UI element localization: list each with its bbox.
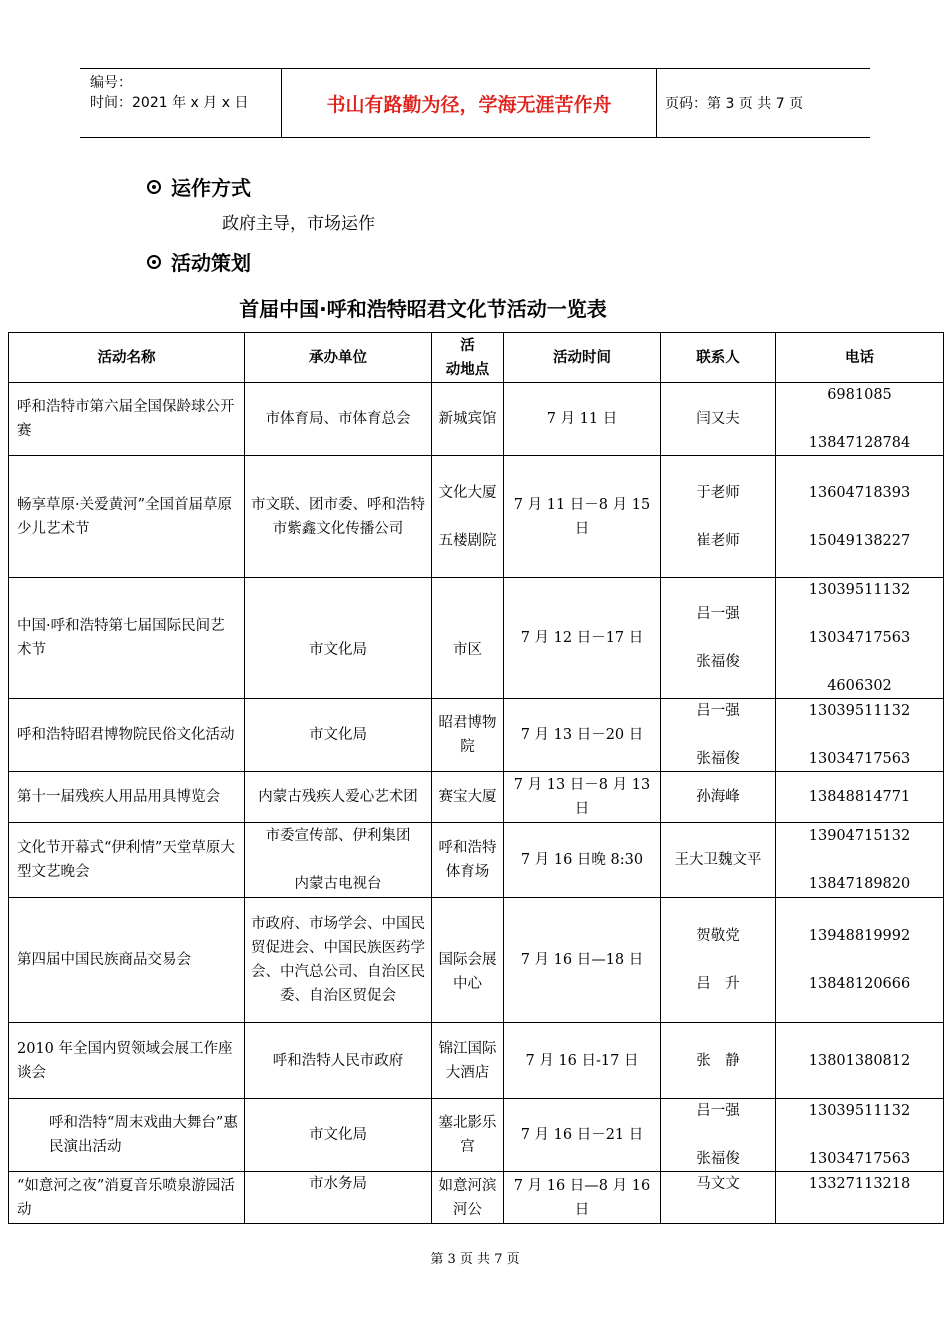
cell-contact <box>661 578 776 699</box>
organizer-line: 内蒙古电视台 <box>294 876 382 892</box>
cell-name: 中国·呼和浩特第七届国际民间艺术节 <box>9 578 245 699</box>
col-header-phone: 电话 <box>776 333 944 383</box>
cell-contact: 王大卫魏文平 <box>661 823 776 898</box>
contact-line: 崔老师 <box>696 532 740 549</box>
section-operation-title: 运作方式 <box>171 176 251 200</box>
cell-name: “如意河之夜”消夏音乐喷泉游园活动 <box>9 1172 245 1224</box>
table-row <box>9 456 944 578</box>
cell-organizer: 市文化局 <box>245 699 432 772</box>
venue-line: 文化大厦 <box>438 484 497 501</box>
cell-name: 呼和浩特市第六届全国保龄球公开赛 <box>9 383 245 456</box>
contact-line: 张福俊 <box>696 654 740 670</box>
col-header-venue-line2: 动地点 <box>445 361 490 378</box>
cell-organizer: 呼和浩特人民市政府 <box>245 1023 432 1099</box>
organizer-line: 市文化局 <box>309 642 367 658</box>
contact-line: 吕一强 <box>696 703 740 719</box>
cell-organizer: 市文化局 <box>245 1099 432 1172</box>
organizer-line: 市委宣传部、伊利集团 <box>265 828 411 844</box>
cell-contact <box>661 1099 776 1172</box>
cell-contact: 张 静 <box>661 1023 776 1099</box>
cell-venue: 如意河滨河公 <box>432 1172 504 1224</box>
cell-organizer: 市水务局 <box>245 1172 432 1224</box>
cell-phone <box>776 383 944 456</box>
cell-contact: 马文文 <box>661 1172 776 1224</box>
cell-time: 7 月 16 日-17 日 <box>504 1023 661 1099</box>
phone-line: 15049138227 <box>808 532 911 549</box>
cell-organizer: 市文联、团市委、呼和浩特市紫鑫文化传播公司 <box>245 456 432 578</box>
table-row <box>9 898 944 1023</box>
cell-name: 第十一届残疾人用品用具博览会 <box>9 772 245 823</box>
cell-contact <box>661 898 776 1023</box>
phone-line: 13039511132 <box>808 703 911 719</box>
contact-line: 张福俊 <box>696 1151 740 1167</box>
cell-name: 第四届中国民族商品交易会 <box>9 898 245 1023</box>
table-row <box>9 772 944 823</box>
cell-name: 文化节开幕式“伊利情”天堂草原大型文艺晚会 <box>9 823 245 898</box>
cell-time: 7 月 16 日—18 日 <box>504 898 661 1023</box>
col-header-organizer: 承办单位 <box>245 333 432 383</box>
cell-venue: 锦江国际大酒店 <box>432 1023 504 1099</box>
operation-text: 政府主导，市场运作 <box>222 214 375 234</box>
cell-contact <box>661 699 776 772</box>
table-row <box>9 1099 944 1172</box>
col-header-name: 活动名称 <box>9 333 245 383</box>
table-row <box>9 1023 944 1099</box>
phone-line: 4606302 <box>827 678 892 694</box>
header-page-info: 页码：第 3 页 共 7 页 <box>665 96 804 112</box>
table-row <box>9 699 944 772</box>
phone-line: 13847189820 <box>808 876 911 892</box>
table-header-row <box>9 333 944 383</box>
cell-time: 7 月 11 日－8 月 15 日 <box>504 456 661 578</box>
date-label: 时间：2021 年 x 月 x 日 <box>90 95 249 111</box>
phone-line: 13034717563 <box>808 751 911 767</box>
phone-line: 13847128784 <box>808 435 911 451</box>
footer-page-number: 第 3 页 共 7 页 <box>430 1252 520 1267</box>
section-planning-title: 活动策划 <box>171 251 251 275</box>
cell-organizer: 市体育局、市体育总会 <box>245 383 432 456</box>
contact-line: 吕一强 <box>696 1103 740 1119</box>
activity-table <box>8 332 944 1224</box>
venue-line: 五楼剧院 <box>438 532 497 549</box>
cell-venue: 赛宝大厦 <box>432 772 504 823</box>
contact-line: 于老师 <box>696 484 740 501</box>
phone-line: 13039511132 <box>808 1103 911 1119</box>
bullet-icon <box>147 255 161 269</box>
phone-line: 13948819992 <box>808 928 911 944</box>
cell-phone <box>776 456 944 578</box>
table-row <box>9 1172 944 1224</box>
venue-line: 国际会展中心 <box>438 952 497 992</box>
contact-line: 吕一强 <box>696 606 740 622</box>
cell-phone <box>776 898 944 1023</box>
header-motto: 书山有路勤为径，学海无涯苦作舟 <box>281 69 657 137</box>
phone-line: 13604718393 <box>808 484 911 501</box>
phone-line: 13039511132 <box>808 582 911 598</box>
cell-phone <box>776 578 944 699</box>
bullet-icon <box>147 180 161 194</box>
phone-line: 13034717563 <box>808 630 911 646</box>
page-header <box>80 68 870 138</box>
page-footer <box>0 1248 950 1267</box>
cell-venue <box>432 456 504 578</box>
cell-phone <box>776 823 944 898</box>
cell-time: 7 月 16 日—8 月 16 日 <box>504 1172 661 1224</box>
cell-organizer: 内蒙古残疾人爱心艺术团 <box>245 772 432 823</box>
phone-line: 13848120666 <box>808 976 911 992</box>
cell-organizer: 市政府、市场学会、中国民贸促进会、中国民族医药学会、中汽总公司、自治区民委、自治区贸促会 <box>245 898 432 1023</box>
cell-venue: 塞北影乐宫 <box>432 1099 504 1172</box>
cell-time: 7 月 12 日－17 日 <box>504 578 661 699</box>
cell-name: 畅享草原·关爱黄河”全国首届草原少儿艺术节 <box>9 456 245 578</box>
cell-phone <box>776 1099 944 1172</box>
table-title-text: 首届中国·呼和浩特昭君文化节活动一览表 <box>239 297 607 321</box>
table-row <box>9 823 944 898</box>
table-row <box>9 383 944 456</box>
table-title <box>0 293 950 322</box>
cell-time: 7 月 13 日－20 日 <box>504 699 661 772</box>
cell-organizer <box>245 823 432 898</box>
contact-line: 吕 升 <box>696 976 740 992</box>
cell-venue: 新城宾馆 <box>432 383 504 456</box>
cell-venue: 呼和浩特体育场 <box>432 823 504 898</box>
contact-line: 张福俊 <box>696 751 740 767</box>
col-header-contact: 联系人 <box>661 333 776 383</box>
contact-line: 贺敬党 <box>696 928 740 944</box>
cell-contact: 孙海峰 <box>661 772 776 823</box>
cell-phone <box>776 699 944 772</box>
cell-time: 7 月 11 日 <box>504 383 661 456</box>
col-header-venue-line1: 活 <box>460 337 475 354</box>
cell-name: 呼和浩特“周末戏曲大舞台”惠民演出活动 <box>9 1099 245 1172</box>
phone-line: 13034717563 <box>808 1151 911 1167</box>
cell-contact <box>661 456 776 578</box>
cell-name: 呼和浩特昭君博物院民俗文化活动 <box>9 699 245 772</box>
serial-label: 编号： <box>90 75 132 91</box>
section-operation-heading <box>147 172 251 201</box>
col-header-venue <box>432 333 504 383</box>
cell-time: 7 月 13 日－8 月 13 日 <box>504 772 661 823</box>
cell-phone: 13801380812 <box>776 1023 944 1099</box>
cell-name: 2010 年全国内贸领域会展工作座谈会 <box>9 1023 245 1099</box>
cell-venue <box>432 898 504 1023</box>
table-row <box>9 578 944 699</box>
header-meta <box>90 73 280 113</box>
venue-line: 市区 <box>453 642 482 658</box>
cell-venue <box>432 578 504 699</box>
cell-phone: 13327113218 <box>776 1172 944 1224</box>
cell-time: 7 月 16 日晚 8:30 <box>504 823 661 898</box>
cell-contact: 闫又夫 <box>661 383 776 456</box>
col-header-time: 活动时间 <box>504 333 661 383</box>
cell-organizer <box>245 578 432 699</box>
section-planning-heading <box>147 247 251 276</box>
cell-venue: 昭君博物院 <box>432 699 504 772</box>
cell-phone: 13848814771 <box>776 772 944 823</box>
phone-line: 13904715132 <box>808 828 911 844</box>
phone-line: 6981085 <box>827 387 892 403</box>
cell-time: 7 月 16 日－21 日 <box>504 1099 661 1172</box>
